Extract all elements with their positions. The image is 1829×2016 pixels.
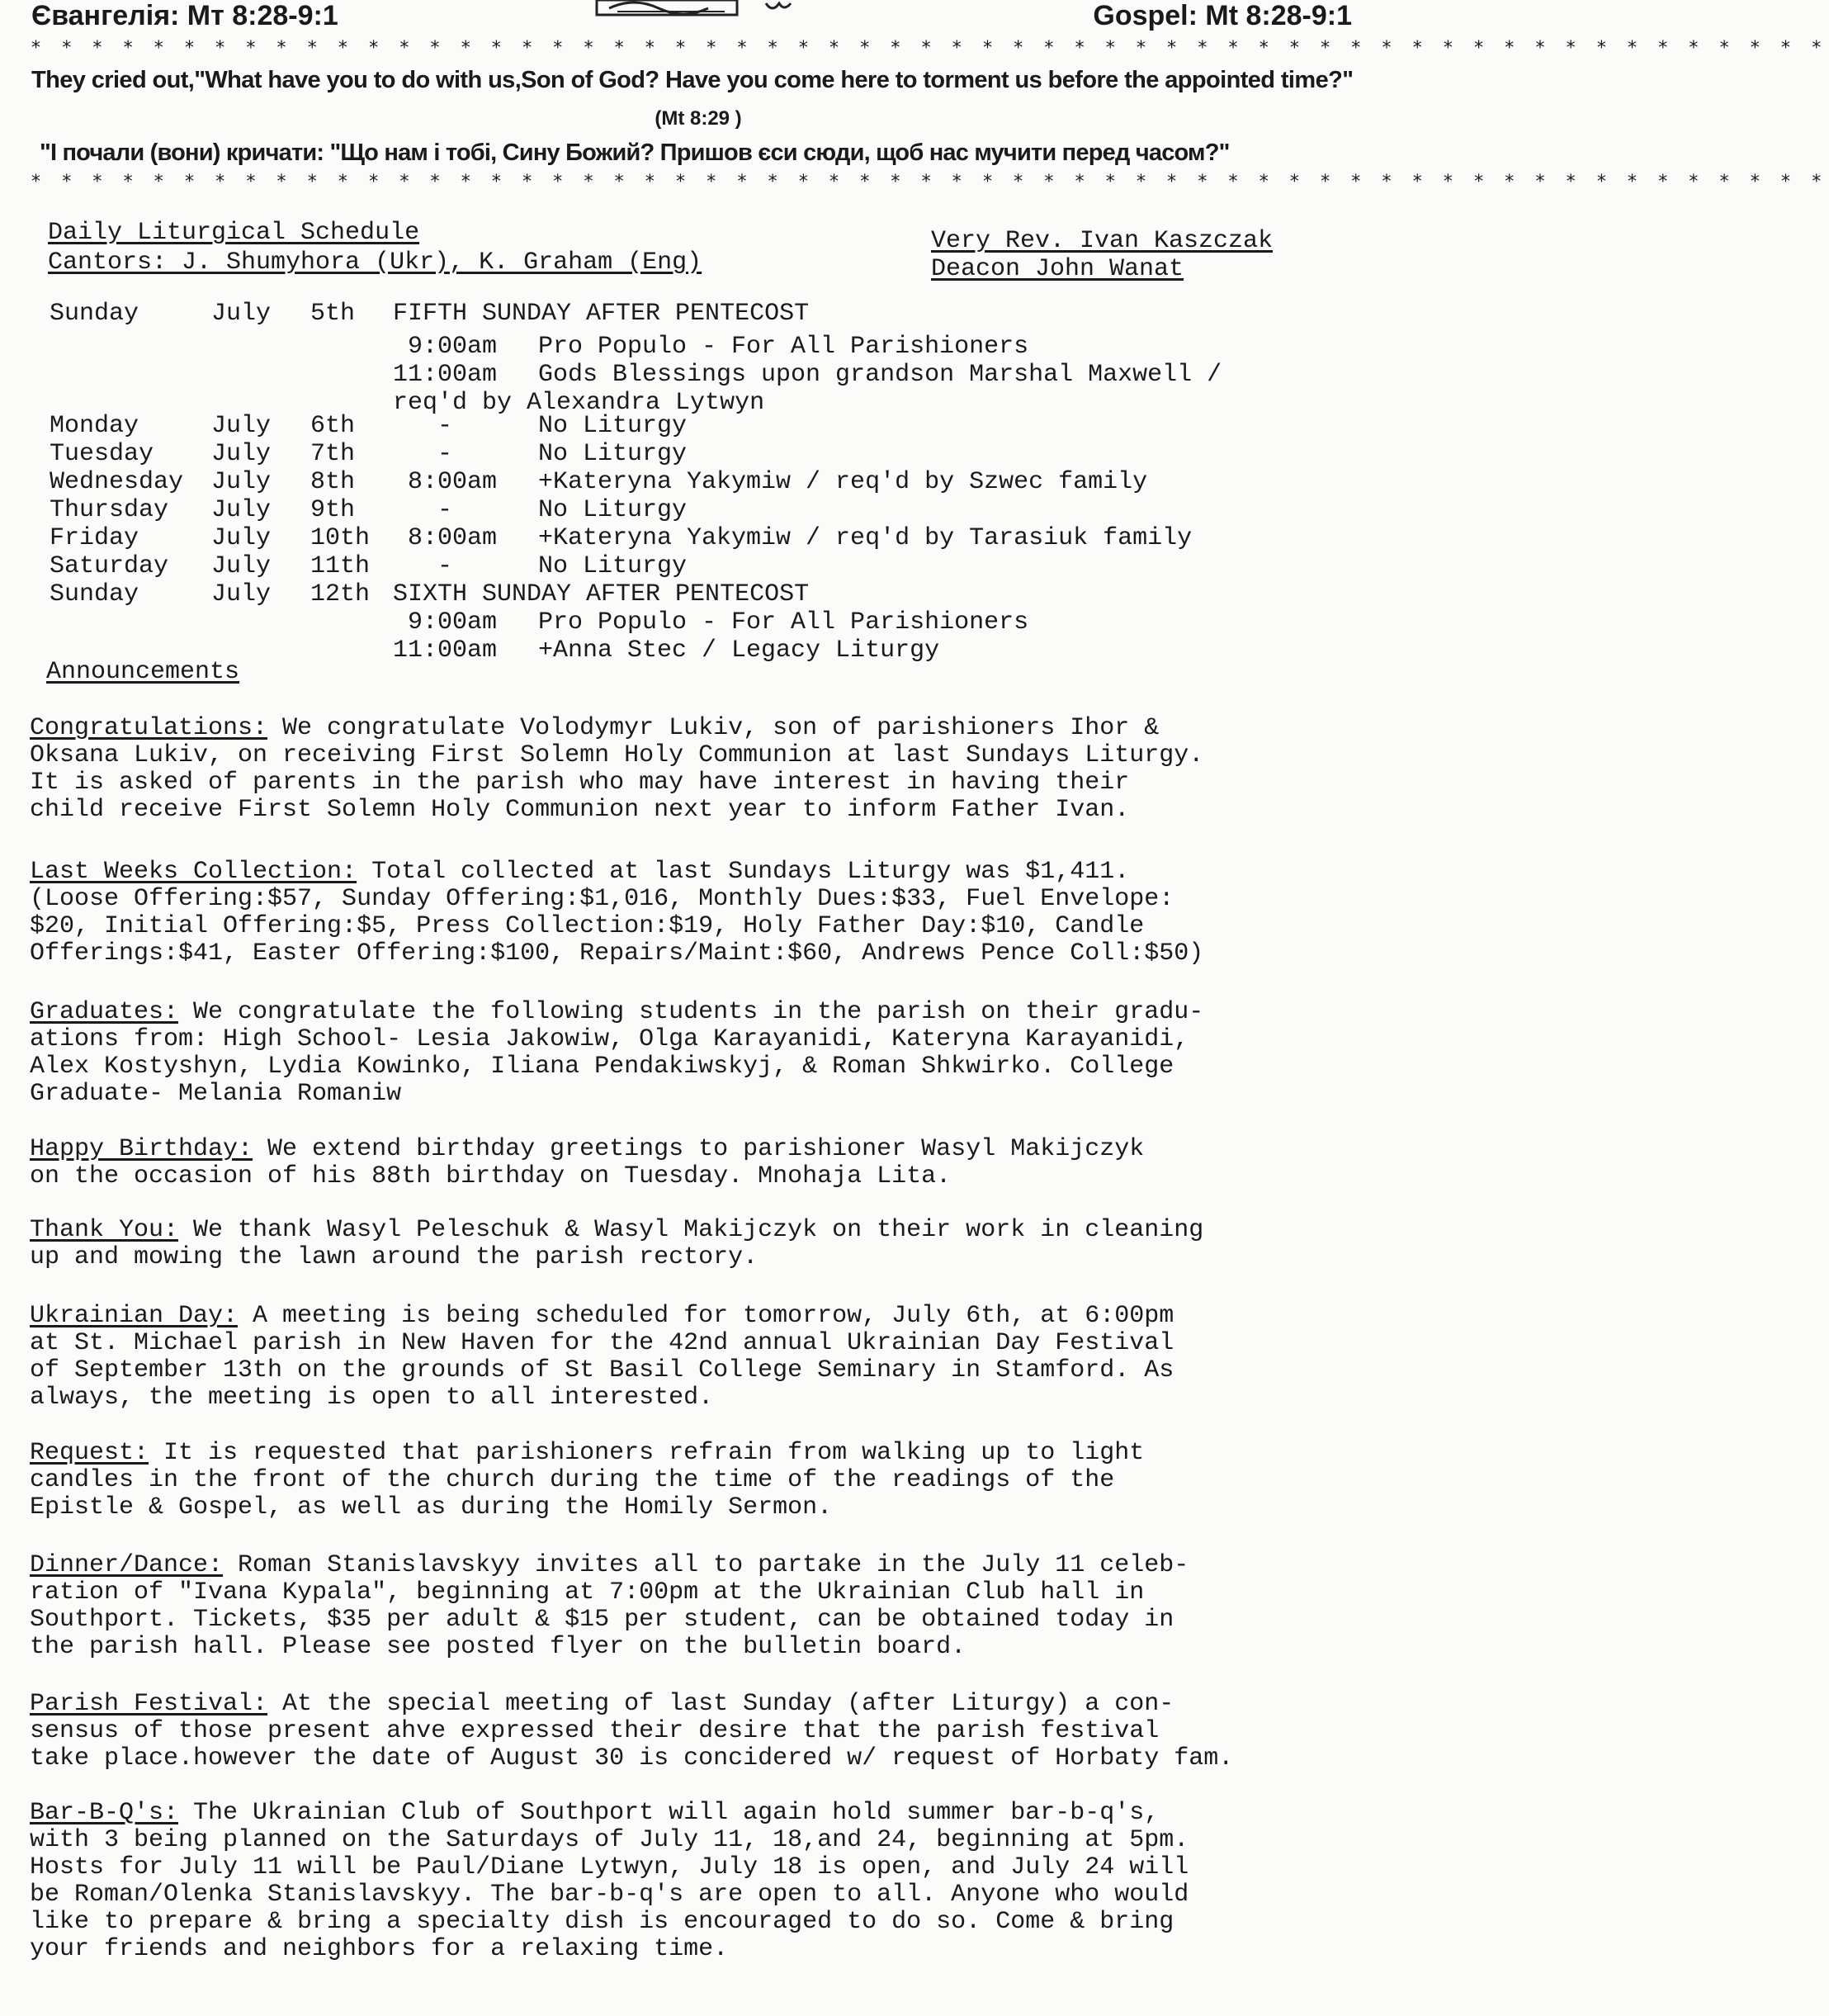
schedule-date: 8th xyxy=(310,468,356,496)
schedule-text: No Liturgy xyxy=(538,496,688,524)
gospel-reference-ukrainian: Євангелія: Мт 8:28-9:1 xyxy=(31,0,338,31)
schedule-month: July xyxy=(211,552,272,580)
schedule-day: Friday xyxy=(50,524,139,552)
schedule-month: July xyxy=(211,468,272,496)
announcement-item xyxy=(30,1217,1367,1271)
schedule-time: 9:00am xyxy=(393,608,498,637)
schedule-title: Daily Liturgical Schedule xyxy=(48,219,420,247)
schedule-date: 10th xyxy=(310,524,371,552)
announcement-text: A meeting is being scheduled for tomorrow, July 6th, at 6:00pm at St. Michael parish in New Haven for the 42nd annual Ukrainian Day Festival of September 13th on the grounds of St Basil College Seminary in Stamford. As always, the meeting is open to all interested. xyxy=(30,1302,1174,1412)
announcement-text: We congratulate Volodymyr Lukiv, son of parishioners Ihor & Oksana Lukiv, on receiving First Solemn Holy Communion at last Sundays Liturgy. It is asked of parents in the parish who may have interest in having their child receive First Solemn Holy Communion next year to inform Father Ivan. xyxy=(30,714,1204,824)
schedule-date: 5th xyxy=(310,300,356,328)
announcement-label: Congratulations: xyxy=(30,714,268,742)
schedule-text: Pro Populo - For All Parishioners xyxy=(538,333,1029,361)
schedule-date: 11th xyxy=(310,552,371,580)
schedule-month: July xyxy=(211,524,272,552)
schedule-month: July xyxy=(211,580,272,608)
priest-name: Very Rev. Ivan Kaszczak xyxy=(931,227,1274,255)
star-divider-bottom: * * * * * * * * * * * * * * * * * * * * * * * * * * * * * * * * * * * * * * * * * * * * * * * * * * * * * * * * * * * xyxy=(31,172,1829,192)
schedule-time: - xyxy=(393,440,453,468)
schedule-date: 9th xyxy=(310,496,356,524)
schedule-date: 7th xyxy=(310,440,356,468)
schedule-text: SIXTH SUNDAY AFTER PENTECOST xyxy=(393,580,810,608)
schedule-text: +Anna Stec / Legacy Liturgy xyxy=(538,637,940,665)
schedule-month: July xyxy=(211,496,272,524)
schedule-text: +Kateryna Yakymiw / req'd by Tarasiuk family xyxy=(538,524,1193,552)
announcement-text: We extend birthday greetings to parishioner Wasyl Makijczyk on the occasion of his 88th birthday on Tuesday. Mnohaja Lita. xyxy=(30,1135,1145,1190)
schedule-text: No Liturgy xyxy=(538,440,688,468)
schedule-day: Monday xyxy=(50,412,139,440)
announcement-item xyxy=(30,859,1367,968)
deacon-name: Deacon John Wanat xyxy=(931,255,1184,283)
announcement-label: Thank You: xyxy=(30,1216,179,1244)
schedule-text: req'd by Alexandra Lytwyn xyxy=(393,389,765,417)
announcement-label: Ukrainian Day: xyxy=(30,1302,239,1330)
schedule-text: Gods Blessings upon grandson Marshal Maxwell / xyxy=(538,361,1222,389)
schedule-month: July xyxy=(211,440,272,468)
schedule-time: - xyxy=(393,552,453,580)
schedule-text: No Liturgy xyxy=(538,412,688,440)
schedule-time: - xyxy=(393,496,453,524)
announcements-title: Announcements xyxy=(46,658,240,686)
announcement-text: Roman Stanislavskyy invites all to partake in the July 11 celeb- ration of "Ivana Kypala", beginning at 7:00pm at the Ukrainian Club hall in Southport. Tickets, $35 per adult & $15 per student, can be obtained today in the parish hall. Please see posted flyer on the bulletin board. xyxy=(30,1551,1189,1661)
schedule-time: 8:00am xyxy=(393,524,498,552)
schedule-date: 12th xyxy=(310,580,371,608)
church-ornament-icon xyxy=(560,0,807,23)
schedule-text: No Liturgy xyxy=(538,552,688,580)
announcement-text: It is requested that parishioners refrain from walking up to light candles in the front of the church during the time of the readings of the Epistle & Gospel, as well as during the Homily Sermon. xyxy=(30,1439,1145,1521)
announcement-item xyxy=(30,1303,1367,1412)
schedule-day: Saturday xyxy=(50,552,169,580)
cantors-line: Cantors: J. Shumyhora (Ukr), K. Graham (Eng) xyxy=(48,248,702,277)
announcement-label: Graduates: xyxy=(30,998,179,1026)
announcement-text: We thank Wasyl Peleschuk & Wasyl Makijczyk on their work in cleaning up and mowing the lawn around the parish rectory. xyxy=(30,1216,1204,1271)
schedule-month: July xyxy=(211,300,272,328)
schedule-time: 11:00am xyxy=(393,637,498,665)
announcement-text: We congratulate the following students in the parish on their gradu- ations from: High School- Lesia Jakowiw, Olga Karayanidi, Kateryna Karayanidi, Alex Kostyshyn, Lydia Kowinko, Iliana Pendakiwskyj, & Roman Shkwirko. College Graduate- Melania Romaniw xyxy=(30,998,1204,1108)
page-header xyxy=(31,0,1352,33)
announcement-item xyxy=(30,1800,1367,1963)
schedule-time: - xyxy=(393,412,453,440)
announcement-item xyxy=(30,1440,1367,1521)
schedule-time: 8:00am xyxy=(393,468,498,496)
announcement-item xyxy=(30,1691,1367,1772)
schedule-day: Sunday xyxy=(50,580,139,608)
announcement-label: Bar-B-Q's: xyxy=(30,1799,179,1827)
schedule-text: FIFTH SUNDAY AFTER PENTECOST xyxy=(393,300,810,328)
schedule-time: 11:00am xyxy=(393,361,498,389)
announcement-item xyxy=(30,999,1367,1108)
star-divider-top: * * * * * * * * * * * * * * * * * * * * * * * * * * * * * * * * * * * * * * * * * * * * * * * * * * * * * * * * * * * xyxy=(31,38,1829,59)
announcement-item xyxy=(30,1136,1367,1190)
gospel-reference-english: Gospel: Mt 8:28-9:1 xyxy=(1093,0,1352,31)
announcement-label: Last Weeks Collection: xyxy=(30,858,357,886)
announcement-item xyxy=(30,1552,1367,1661)
schedule-date: 6th xyxy=(310,412,356,440)
schedule-time: 9:00am xyxy=(393,333,498,361)
schedule-day: Tuesday xyxy=(50,440,154,468)
announcement-label: Dinner/Dance: xyxy=(30,1551,224,1579)
gospel-quote-reference: (Mt 8:29 ) xyxy=(655,107,742,130)
schedule-month: July xyxy=(211,412,272,440)
announcement-text: At the special meeting of last Sunday (after Liturgy) a con- sensus of those present ahve expressed their desire that the parish festival take place.however the date of August 30 is concidered w/ request of Horbaty fam. xyxy=(30,1690,1234,1772)
announcement-text: Total collected at last Sundays Liturgy was $1,411. (Loose Offering:$57, Sunday Offering:$1,016, Monthly Dues:$33, Fuel Envelope: $20, Initial Offering:$5, Press Collection:$19, Holy Father Day:$10, Candle Offerings:$41, Easter Offering:$100, Repairs/Maint:$60, Andrews Pence Coll:$50) xyxy=(30,858,1204,968)
gospel-quote-ukrainian: "І почали (вони) кричати: "Що нам і тобі, Сину Божий? Пришов єси сюди, щоб нас мучити перед часом?" xyxy=(40,140,1230,166)
schedule-day: Wednesday xyxy=(50,468,184,496)
announcement-label: Parish Festival: xyxy=(30,1690,268,1718)
announcement-text: The Ukrainian Club of Southport will again hold summer bar-b-q's, with 3 being planned on the Saturdays of July 11, 18,and 24, beginning at 5pm. Hosts for July 11 will be Paul/Diane Lytwyn, July 18 is open, and July 24 will be Roman/Olenka Stanislavskyy. The bar-b-q's are open to all. Anyone who would like to prepare & bring a specialty dish is encouraged to do so. Come & bring your friends and neighbors for a relaxing time. xyxy=(30,1799,1189,1963)
announcement-label: Request: xyxy=(30,1439,149,1467)
schedule-day: Thursday xyxy=(50,496,169,524)
gospel-quote-english: They cried out,"What have you to do with us,Son of God? Have you come here to torment us before the appointed time?" xyxy=(31,67,1354,93)
schedule-text: Pro Populo - For All Parishioners xyxy=(538,608,1029,637)
schedule-text: +Kateryna Yakymiw / req'd by Szwec family xyxy=(538,468,1148,496)
announcement-label: Happy Birthday: xyxy=(30,1135,253,1163)
schedule-day: Sunday xyxy=(50,300,139,328)
announcement-item xyxy=(30,715,1367,824)
